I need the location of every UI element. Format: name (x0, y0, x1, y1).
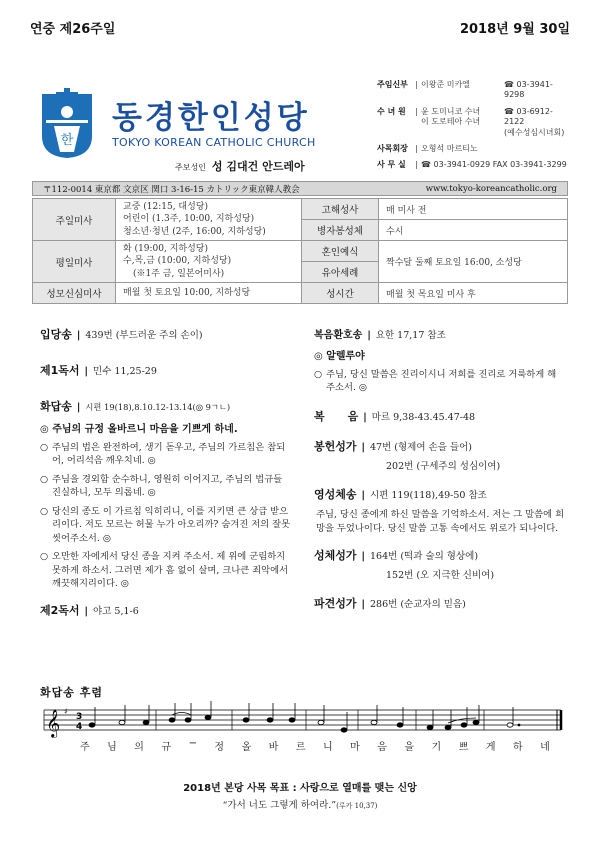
staff-contact: ☎ 03-6912-2122 (예수성심시녀회) (504, 106, 565, 137)
bulletin-date: 2018년 9월 30일 (459, 22, 570, 37)
pastoral-goal: 2018년 본당 사목 목표 : 사랑으로 열매를 맺는 신앙 (183, 783, 417, 794)
lyric-syllable: 르 (295, 742, 306, 753)
lyric-syllable: 게 (485, 742, 496, 753)
staff-block (377, 80, 572, 177)
svg-text:한: 한 (60, 133, 74, 148)
lyric-syllable: 규 (161, 742, 172, 753)
psalm-verse: ○ 당신의 종도 이 가르침 익히리니, 이를 지키면 큰 상급 받으리이다. 저도 모르는 허물 누가 아오리까? 숨겨진 저의 잘못 씻어주소서. ◎ (40, 505, 291, 544)
recessional-hymn: 파견성가 | 286번 (순교자의 믿음) (314, 596, 466, 610)
confession-value: 매 미사 전 (379, 199, 568, 220)
psalm-response: ◎ 주님의 규정 올바르니 마음을 기쁘게 하네. (40, 424, 238, 435)
patron-name: 성 김대건 안드레아 (211, 160, 305, 173)
weekday-mass-label: 평일미사 (33, 241, 116, 283)
lyric-syllable: 의 (134, 742, 144, 753)
gospel-acclamation: 복음환호송 | 요한 17,17 참조 (314, 330, 446, 341)
lyric-syllable: 니 (322, 742, 333, 753)
communion-hymn-2: 152번 (오 지극한 신비여) (386, 569, 495, 581)
offertory-hymn: 봉헌성가 | 47번 (형제여 손을 들어) (314, 439, 472, 453)
alleluia-response: ◎ 알렐루야 (314, 351, 365, 362)
second-reading: 제2독서 | 야고 5,1-6 (40, 603, 139, 617)
staff-row: 사목회장 | 오형석 마르티노 (377, 144, 572, 154)
staff-role: 사 무 실 (377, 160, 406, 170)
lyric-syllable: 올 (241, 742, 252, 753)
music-lyrics (80, 738, 550, 753)
staff-row: 주임신부 | 이왕준 미카엘 ☎ 03-3941-9298 (377, 80, 572, 101)
weekday-mass-times: 화 (19:00, 지하성당) 수,목,금 (10:00, 지하성당) (※1주 금, 일본어미사) (116, 241, 302, 283)
psalm-verse: ○ 주님의 법은 완전하여, 생기 돋우고, 주님의 가르침은 참되어, 어리석음 깨우치네. ◎ (40, 442, 286, 467)
lyric-syllable: 음 (377, 742, 387, 753)
lyric-syllable: 을 (404, 742, 415, 753)
week-title: 연중 제26주일 (30, 22, 116, 37)
marriage-label: 혼인예식 (302, 241, 379, 262)
time-signature-top: 3 (76, 712, 83, 722)
church-address: 〒112-0014 東京都 文京区 関口 3-16-15 カトリック東京韓人教会 (43, 184, 300, 195)
holy-hour-value: 매월 첫 목요일 미사 후 (379, 283, 568, 304)
quote-reference: (루카 10,37) (336, 802, 378, 810)
goal-quote: “가서 너도 그렇게 하여라.”(루카 10,37) (222, 800, 378, 811)
lyric-syllable: 주 (80, 742, 90, 753)
staff-names: 윤 도미니코 수녀 이 도로테아 수녀 (421, 106, 481, 127)
anointing-label: 병자봉성체 (302, 220, 379, 241)
staff-role: 주임신부 (377, 80, 408, 89)
staff-contact: ☎ 03-3941-9298 (504, 80, 553, 100)
alleluia-verse: ○ 주님, 당신 말씀은 진리이시니 저희를 진리로 거룩하게 해 주소서. ◎ (314, 369, 557, 394)
church-website[interactable]: www.tokyo-koreancatholic.org (425, 183, 557, 194)
time-signature-bottom: 4 (76, 722, 83, 732)
mass-schedule-table (32, 198, 568, 304)
anointing-value: 수시 (379, 220, 568, 241)
patron-saint (175, 158, 305, 174)
staff-names: 오형석 마르티노 (421, 143, 478, 153)
sunday-mass-label: 주일미사 (33, 199, 116, 241)
church-name-english: TOKYO KOREAN CATHOLIC CHURCH (112, 136, 316, 149)
staff-role: 수 녀 원 (377, 106, 406, 116)
staff-names: 이왕준 미카엘 (421, 80, 470, 89)
church-logo (36, 86, 98, 160)
sunday-mass-times: 교중 (12:15, 대성당) 어린이 (1.3주, 10:00, 지하성당) 청소년·청년 (2주, 16:00, 지하성당) (116, 199, 302, 241)
marriage-baptism-value: 짝수달 둘째 토요일 16:00, 소성당 (379, 241, 568, 283)
liturgy-right-column (314, 326, 566, 617)
lyric-syllable: 바 (268, 742, 279, 753)
patron-label: 주보성인 (175, 163, 206, 172)
address-bar (32, 181, 568, 196)
lyric-syllable: 쁘 (458, 742, 469, 753)
gospel-reading: 복 음 | 마르 9,38-43.45.47-48 (314, 409, 476, 423)
lyric-syllable: 마 (350, 742, 360, 753)
lyric-syllable: − (188, 738, 197, 749)
holy-hour-label: 성시간 (302, 283, 379, 304)
lyric-syllable: 하 (512, 742, 523, 753)
staff-role: 사목회장 (377, 143, 408, 153)
marian-mass-label: 성모신심미사 (33, 283, 116, 304)
liturgy-left-column (40, 326, 294, 624)
offertory-hymn-2: 202번 (구세주의 성심이여) (386, 460, 501, 472)
marian-mass-value: 매월 첫 토요일 10:00, 지하성당 (116, 283, 302, 304)
top-line (30, 18, 570, 37)
communion-antiphon: 영성체송 | 시편 119(118),49-50 참조 (314, 487, 487, 501)
entrance-hymn: 입당송 | 439번 (부드러운 주의 손이) (40, 328, 203, 341)
baptism-label: 유아세례 (302, 262, 379, 283)
responsorial-psalm: 화답송 | 시편 19(18),8.10.12-13.14(◎ 9ㄱㄴ) (40, 400, 231, 413)
lyric-syllable: 네 (540, 742, 550, 753)
confession-label: 고해성사 (302, 199, 379, 220)
psalm-verse: ○ 오만한 자에게서 당신 종을 지켜 주소서. 제 위에 군림하지 못하게 하소서. 그러면 제가 흠 없이 살며, 크나큰 죄악에서 깨끗해지리이다. ◎ (40, 551, 289, 590)
church-name-korean: 동경한인성당 (112, 100, 310, 136)
staff-row: 수 녀 원 | 윤 도미니코 수녀 이 도로테아 수녀 ☎ 03-6912-2122 (예수성심시녀회) (377, 107, 572, 138)
first-reading: 제1독서 | 민수 11,25-29 (40, 364, 157, 377)
psalm-verse: ○ 주님을 경외함 순수하니, 영원히 이어지고, 주님의 법규들 진실하니, 모두 의롭네. ◎ (40, 473, 283, 499)
staff-row: 사 무 실 | ☎ 03-3941-0929 FAX 03-3941-3299 (377, 160, 572, 170)
staff-names: ☎ 03-3941-0929 FAX 03-3941-3299 (421, 160, 567, 170)
lyric-syllable: 님 (107, 742, 117, 753)
lyric-syllable: 기 (431, 742, 442, 753)
sharp-icon: ♯ (64, 707, 68, 716)
communion-antiphon-text: 주님, 당신 종에게 하신 말씀을 기억하소서. 저는 그 말씀에 희망을 두었나이다. 당신 말씀 고통 속에서도 위로가 되나이다. (316, 508, 565, 535)
lyric-syllable: 정 (214, 742, 225, 753)
treble-clef-icon: 𝄞 (46, 709, 61, 737)
church-logo-icon (36, 86, 98, 160)
psalm-refrain-title: 화답송 후렴 (40, 686, 103, 699)
communion-hymn: 성체성가 | 164번 (떡과 술의 형상에) (314, 548, 479, 562)
